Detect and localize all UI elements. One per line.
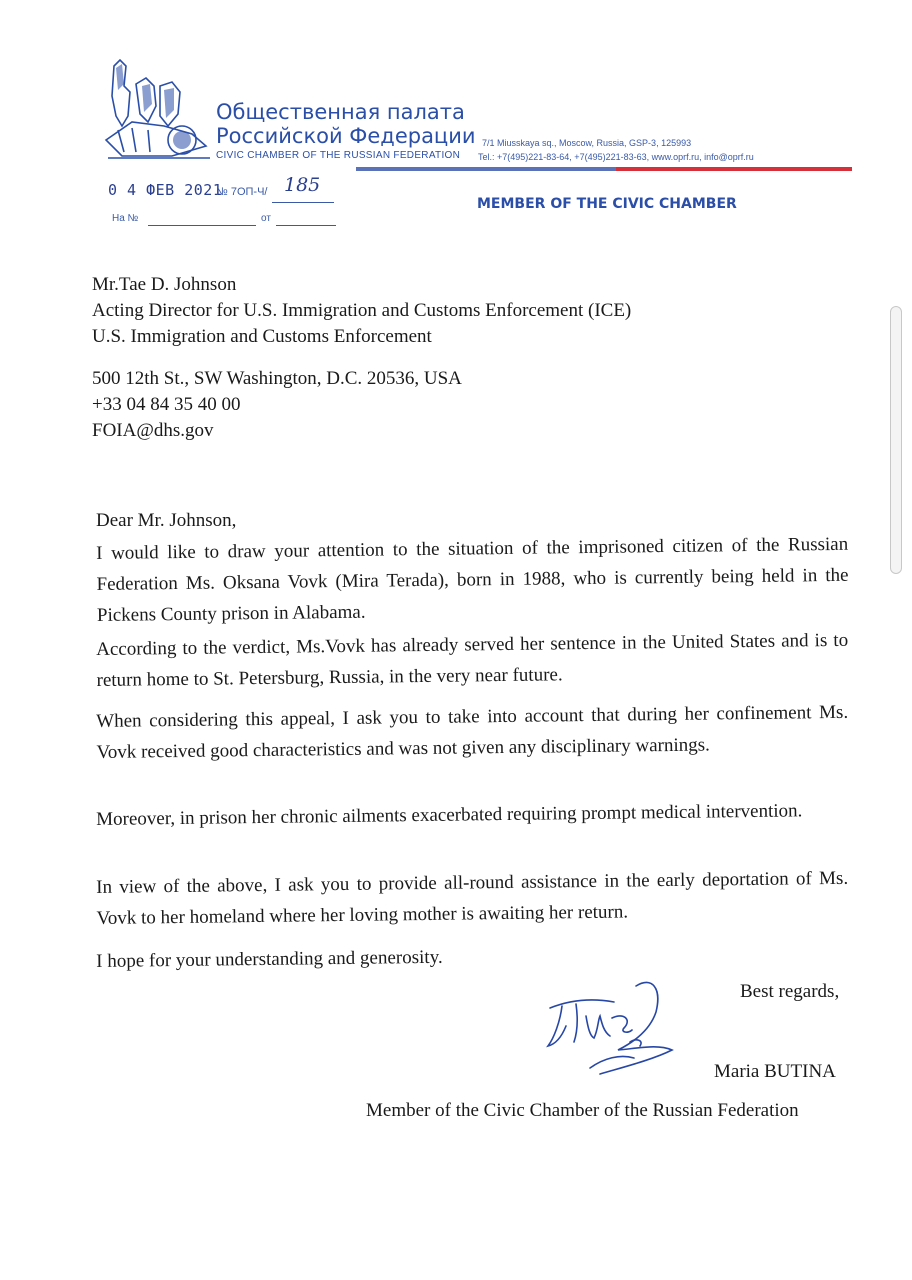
signer-name: Maria BUTINA [714, 1061, 836, 1082]
recipient-email: FOIA@dhs.gov [92, 420, 214, 441]
letterhead-band-blue [356, 167, 616, 171]
paragraph: When considering this appeal, I ask you to take into account that during her confinement Ms. Vovk received good characteristics and was not given any disciplinary warnings. [96, 701, 849, 763]
recipient-address-block [92, 366, 462, 444]
registration-number-label: № 7ОП-Ч/ [216, 186, 268, 198]
recipient-organization: U.S. Immigration and Customs Enforcement [92, 326, 432, 347]
paragraph: In view of the above, I ask you to provide all-round assistance in the early deportation of Ms. Vovk to her homeland where her loving mother is awaiting her return. [96, 867, 849, 929]
member-banner: MEMBER OF THE CIVIC CHAMBER [477, 196, 737, 212]
signer-title: Member of the Civic Chamber of the Russian Federation [366, 1100, 799, 1121]
registration-number-line [272, 202, 334, 203]
reference-label: На № [112, 213, 139, 224]
recipient-position: Acting Director for U.S. Immigration and Customs Enforcement (ICE) [92, 300, 632, 321]
handwritten-signature [540, 972, 690, 1082]
recipient-phone: +33 04 84 35 40 00 [92, 394, 241, 415]
org-address: 7/1 Miusskaya sq., Moscow, Russia, GSP-3, 125993 [482, 138, 692, 148]
closing: Best regards, [740, 981, 840, 1002]
salutation: Dear Mr. Johnson, [96, 510, 237, 531]
paragraph: According to the verdict, Ms.Vovk has already served her sentence in the United States and is to return home to St. Petersburg, Russia, in the very near future. [96, 629, 849, 691]
reference-date-line [276, 225, 336, 226]
paragraph: I hope for your understanding and generosity. [96, 946, 443, 972]
org-name-ru: Общественная палата Российской Федерации [216, 100, 476, 148]
registration-number-handwritten: 185 [284, 174, 321, 196]
vertical-scrollbar[interactable] [890, 306, 902, 574]
recipient-name: Mr.Tae D. Johnson [92, 274, 237, 295]
org-name-en: CIVIC CHAMBER OF THE RUSSIAN FEDERATION [216, 150, 461, 161]
recipient-street: 500 12th St., SW Washington, D.C. 20536, USA [92, 368, 462, 389]
reference-from-label: от [261, 213, 271, 224]
paragraph: I would like to draw your attention to the situation of the imprisoned citizen of the Russian Federation Ms. Oksana Vovk (Mira Terada), born in 1988, who is currently being held in the Pickens County prison in Alabama. [96, 533, 849, 626]
recipient-block [92, 272, 631, 350]
letterhead-contacts [478, 136, 754, 164]
civic-chamber-emblem-icon [102, 56, 214, 164]
paragraph: Moreover, in prison her chronic ailments exacerbated requiring prompt medical intervention. [96, 800, 803, 830]
reference-number-line [148, 225, 256, 226]
registration-date-stamp: 0 4 ФЕВ 2021 [108, 181, 223, 199]
letterhead-band-red [616, 167, 852, 171]
org-contact-line: Tel.: +7(495)221-83-64, +7(495)221-83-63, www.oprf.ru, info@oprf.ru [478, 152, 754, 162]
